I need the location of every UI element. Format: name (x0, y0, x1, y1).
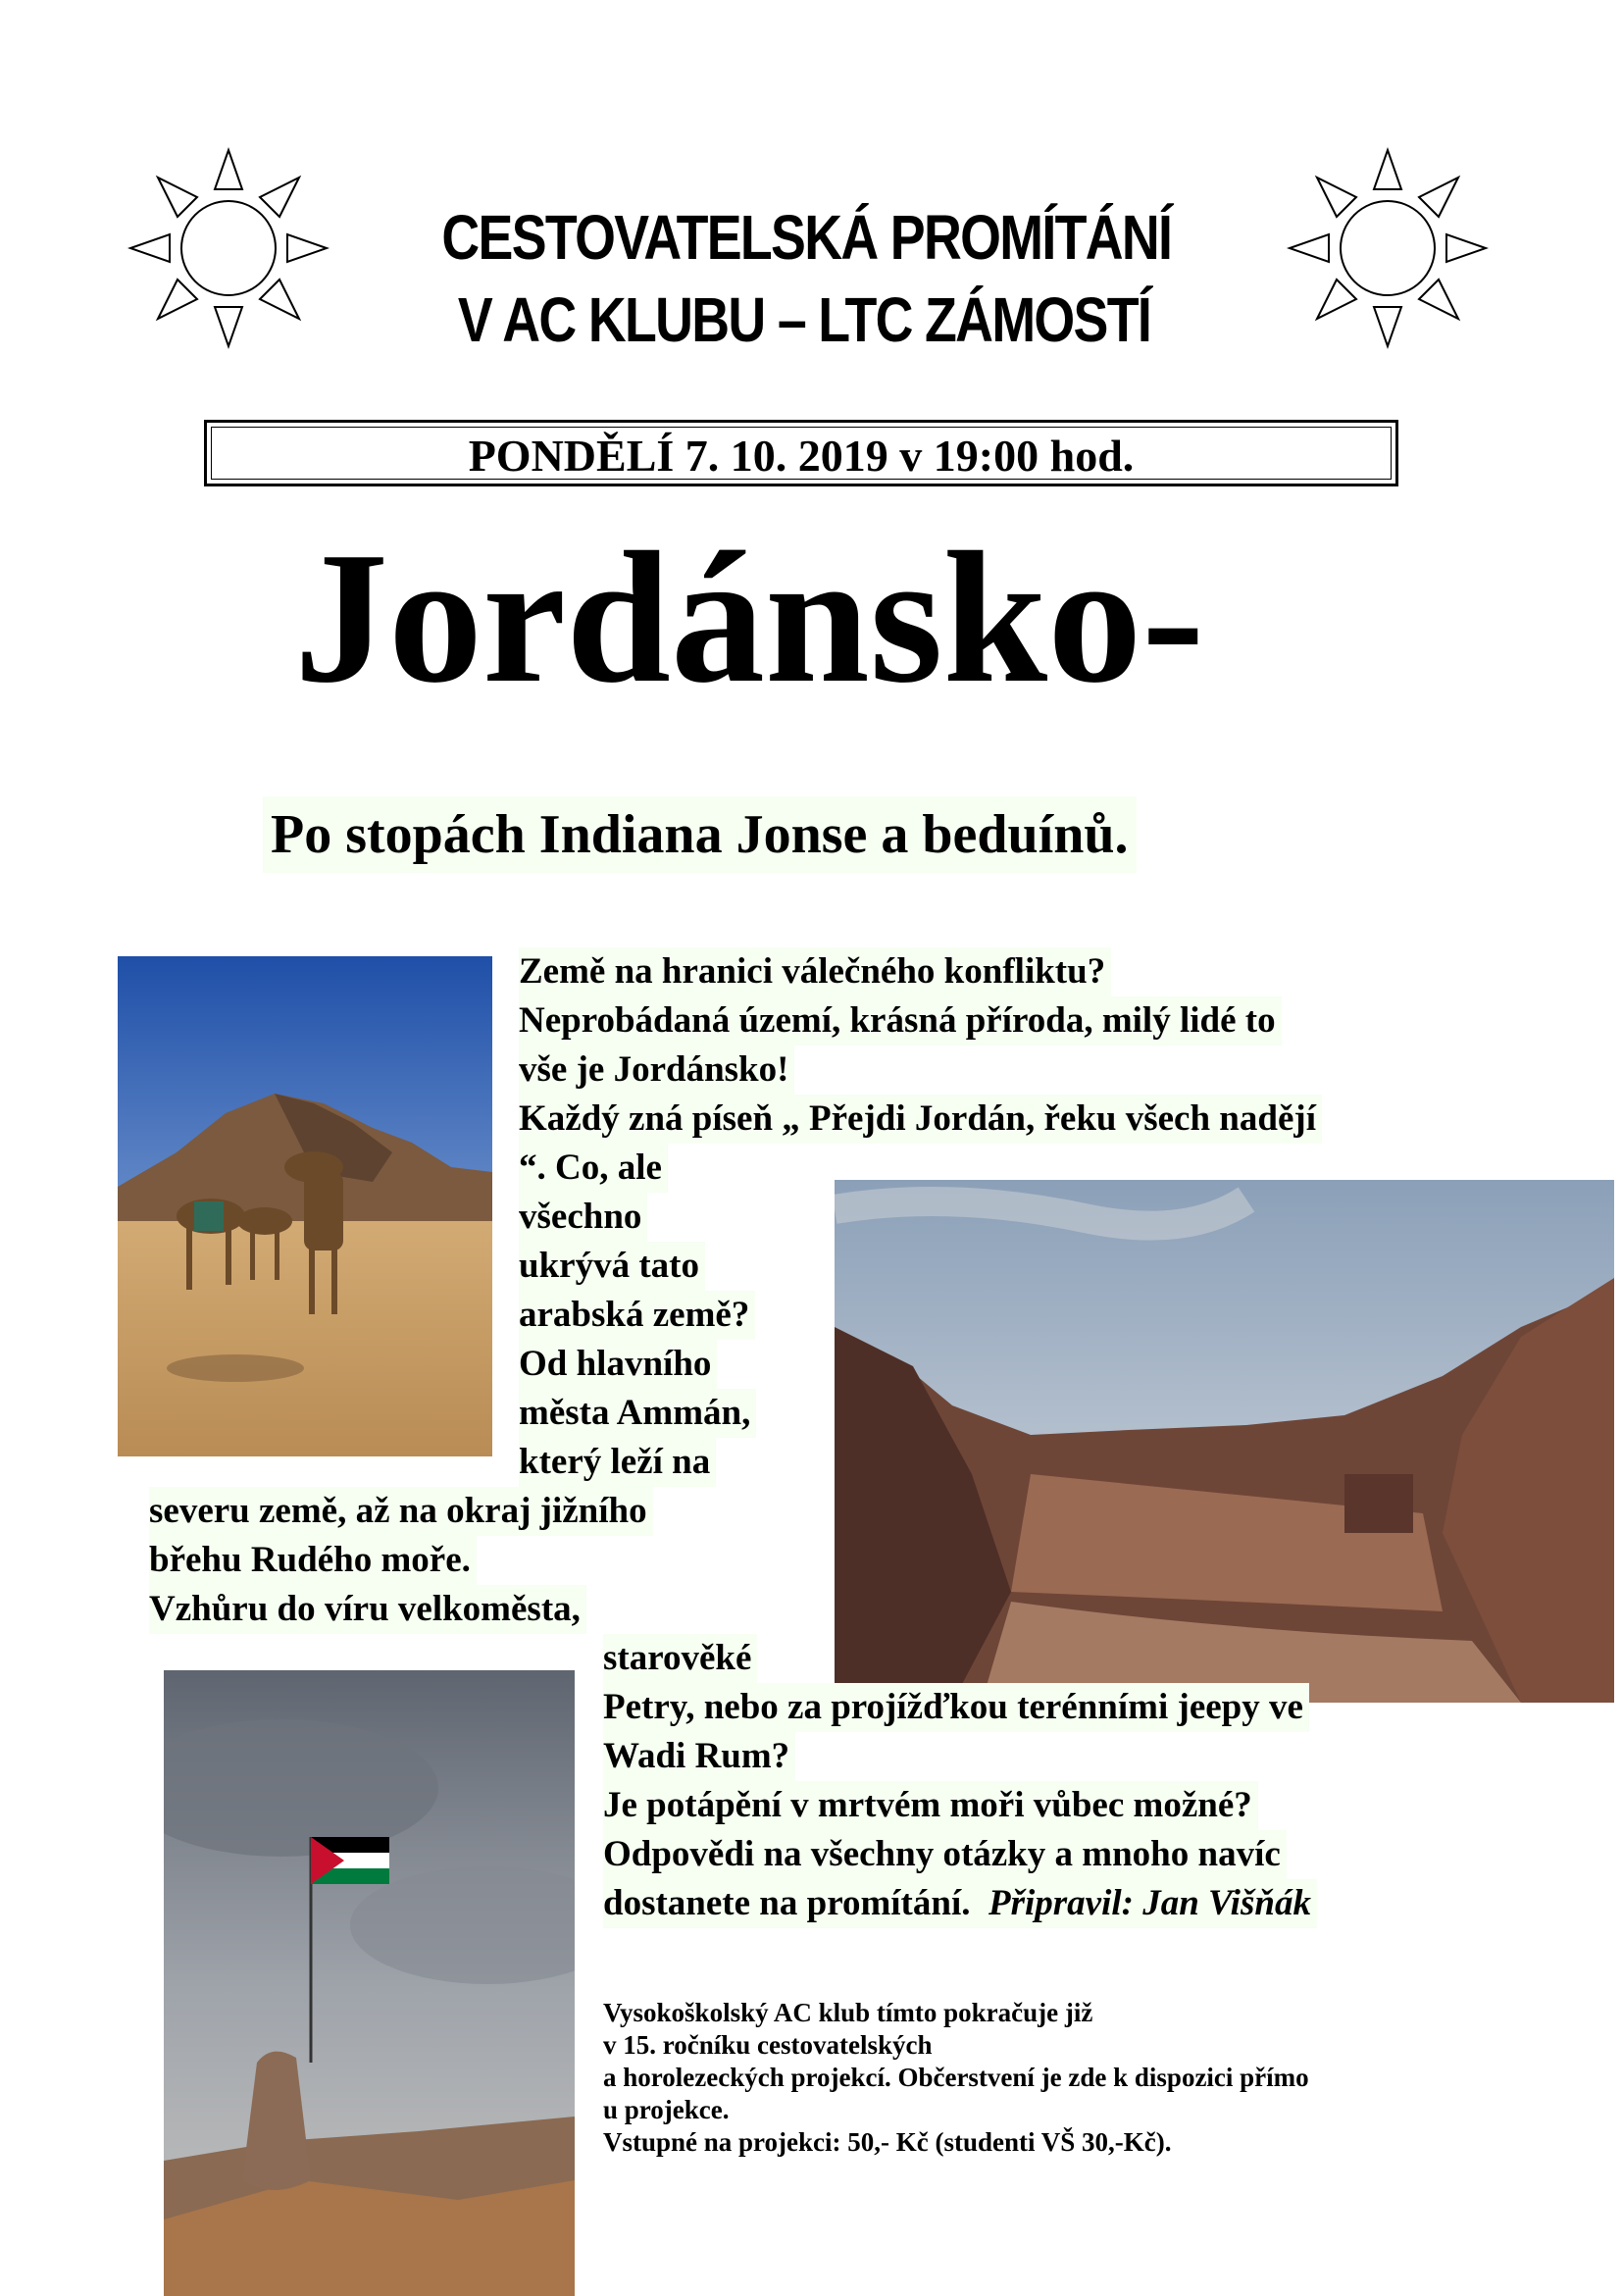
body-line: Vzhůru do víru velkoměsta, (149, 1585, 586, 1634)
info-line: Vysokoškolský AC klub tímto pokračuje již (603, 1998, 1093, 2027)
header-line-1: CESTOVATELSKÁ PROMÍTÁNÍ (441, 202, 1172, 273)
body-line: arabská země? (519, 1291, 755, 1340)
body-line: Každý zná píseň „ Přejdi Jordán, řeku všech nadějí (519, 1095, 1322, 1144)
body-line: starověké (603, 1634, 757, 1683)
body-line-text: dostanete na promítání. (603, 1883, 971, 1923)
info-line: Vstupné na projekci: 50,- Kč (studenti VŠ 30,-Kč). (603, 2127, 1172, 2157)
body-line: “. Co, ale (519, 1144, 668, 1193)
event-date: PONDĚLÍ 7. 10. 2019 v 19:00 hod. (468, 431, 1135, 481)
body-line: Neprobádaná území, krásná příroda, milý lidé to (519, 996, 1282, 1046)
header-line-2: V AC KLUBU – LTC ZÁMOSTÍ (457, 284, 1151, 355)
body-line: Země na hranici válečného konfliktu? (519, 947, 1111, 996)
body-line: břehu Rudého moře. (149, 1536, 477, 1585)
body-line: Wadi Rum? (603, 1732, 795, 1781)
event-date-box (204, 420, 1398, 486)
body-line: města Ammán, (519, 1389, 756, 1438)
photo-petra (835, 1180, 1614, 1703)
photo-camels (118, 956, 492, 1456)
photo-flag-cairn (164, 1670, 575, 2296)
body-line: Odpovědi na všechny otázky a mnoho navíc (603, 1830, 1287, 1879)
body-line: který leží na (519, 1438, 716, 1487)
main-title: Jordánsko- (294, 513, 1205, 722)
poster-header (441, 196, 1172, 361)
body-line: severu země, až na okraj jižního (149, 1487, 653, 1536)
body-line: Od hlavního (519, 1340, 717, 1389)
info-line: a horolezeckých projekcí. Občerstvení je zde k dispozici přímo (603, 2063, 1309, 2092)
body-line-last (603, 1879, 1317, 1928)
body-line: vše je Jordánsko! (519, 1046, 794, 1095)
body-line: Je potápění v mrtvém moři vůbec možné? (603, 1781, 1258, 1830)
info-line: u projekce. (603, 2095, 730, 2124)
sun-icon-right (1285, 145, 1491, 351)
subtitle: Po stopách Indiana Jonse a beduínů. (263, 796, 1137, 873)
signature: Připravil: Jan Višňák (988, 1883, 1311, 1923)
sun-icon-left (126, 145, 331, 351)
info-line: v 15. ročníku cestovatelských (603, 2030, 933, 2060)
body-line: Petry, nebo za projížďkou terénními jeepy ve (603, 1683, 1309, 1732)
body-line: ukrývá tato (519, 1242, 705, 1291)
body-line: všechno (519, 1193, 647, 1242)
